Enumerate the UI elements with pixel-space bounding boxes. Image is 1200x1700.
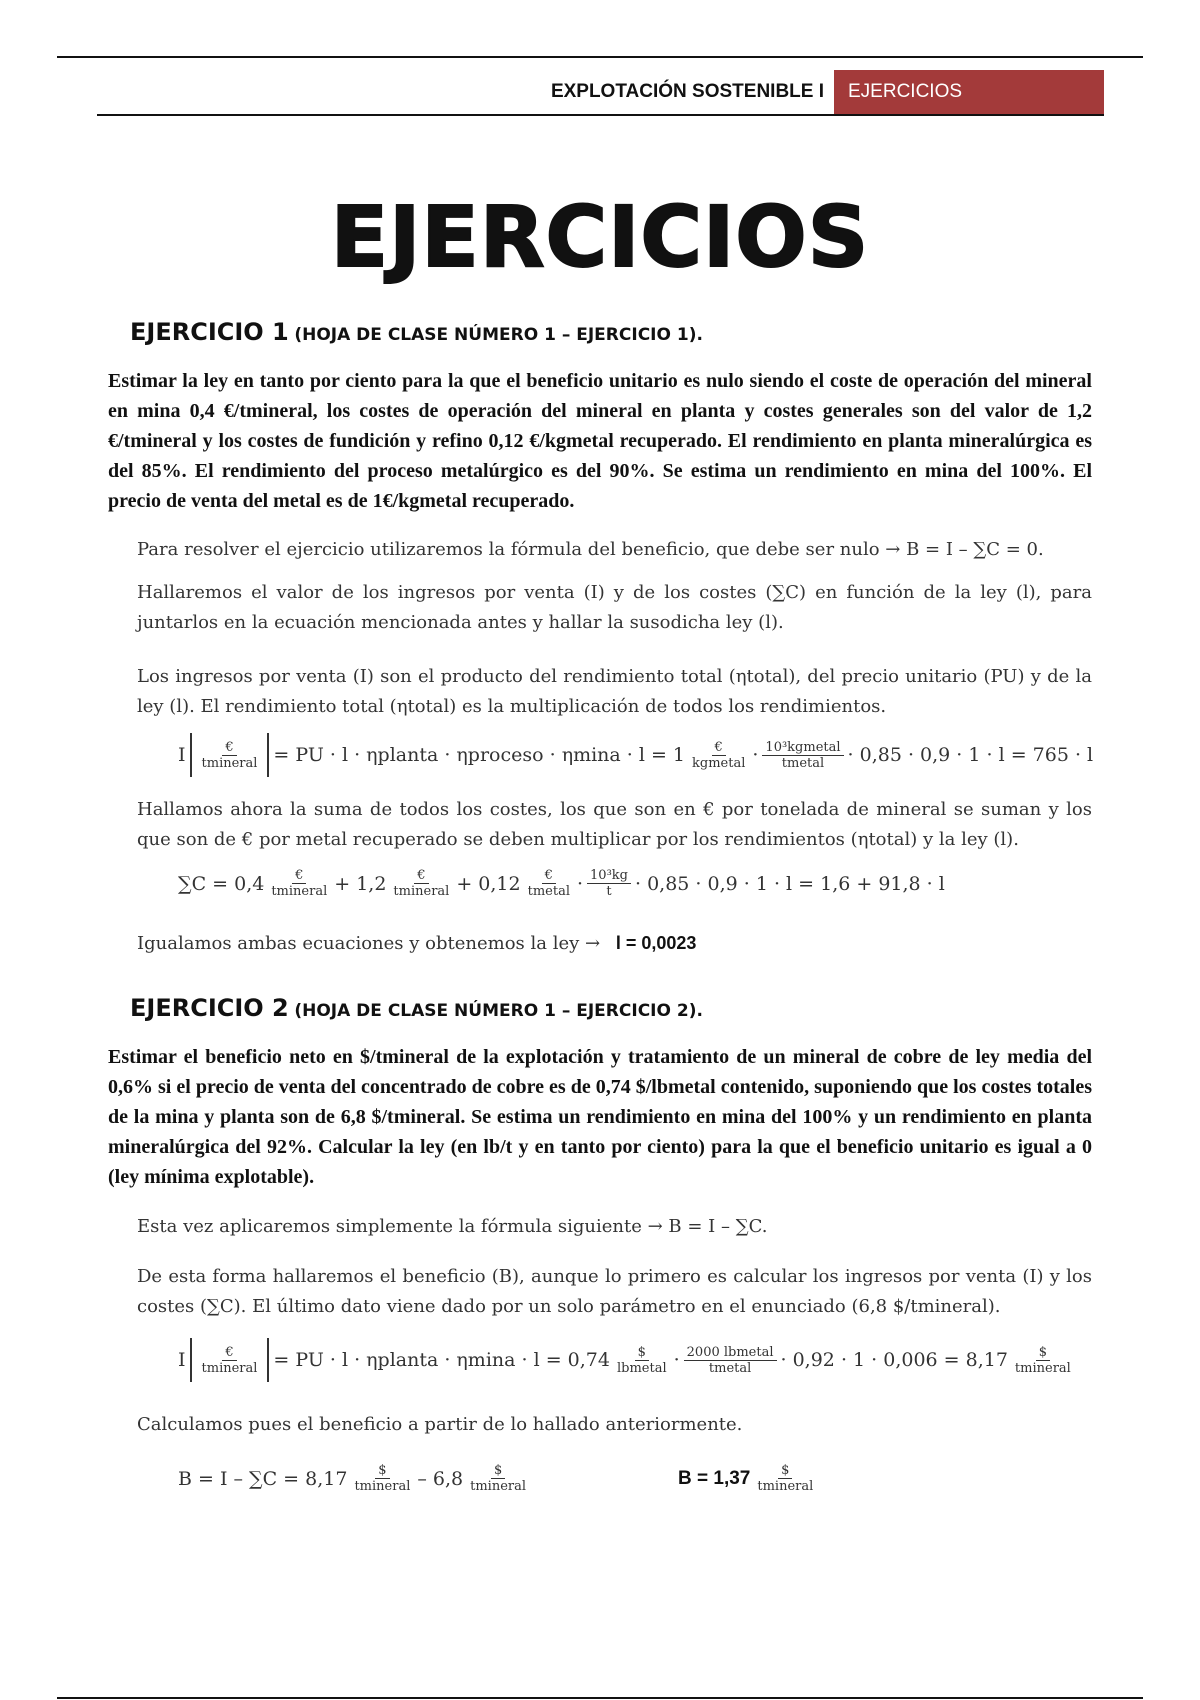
ex2-paragraph-2: De esta forma hallaremos el beneficio (B), aunque lo primero es calcular los ingresos por venta (I) y los costes (∑C). El último dato viene dado por un solo parámetro en el enunciado (6,8 $/tmineral). <box>137 1266 1092 1317</box>
ex1-paragraph-4: Hallamos ahora la suma de todos los costes, los que son en € por tonelada de mineral se suman y los que son de € por metal recuperado se deben multiplicar por los rendimientos (ηtotal) y la ley (l). <box>137 799 1092 850</box>
ex2-profit-equation: B = I – ∑C = 8,17 $\frac{\$}{\text{tmineral}}$ – 6,8 $\frac{\$}{\text{tmineral}}$ <box>178 1463 527 1494</box>
ex1-paragraph-2: Hallaremos el valor de los ingresos por venta (I) y de los costes (∑C) en función de la ley (l), para juntarlos en la ecuación mencionada antes y hallar la susodicha ley (l). <box>137 582 1092 633</box>
exercise-2-statement: Estimar el beneficio neto en $/tmineral de la explotación y tratamiento de un mineral de cobre de ley media del 0,6% si el precio de venta del concentrado de cobre es de 0,74 $/lbmetal contenido, suponiendo que los costes totales de la mina y planta son de 6,8 $/tmineral. Se estima un rendimiento en mina del 100% y un rendimiento en planta mineralúrgica del 92%. Calcular la ley (en lb/t y en tanto por ciento) para la que el beneficio unitario es igual a 0 (ley mínima explotable). <box>108 1046 1092 1188</box>
ex1-result: l = 0,0023 <box>615 933 697 953</box>
ex1-paragraph-5: Igualamos ambas ecuaciones y obtenemos la ley → l = 0,0023 <box>137 933 697 954</box>
page-header <box>551 70 1104 114</box>
section-tag: EJERCICIOS <box>834 70 1104 114</box>
exercise-1-heading: EJERCICIO 1 (HOJA DE CLASE NÚMERO 1 – EJERCICIO 1). <box>130 318 703 346</box>
ex2-income-equation: I $\frac{€}{\text{tmineral}}$ = PU · l · ηplanta · ηmina · l = 0,74 $\frac{\$}{\text{lbmetal}}$ · $\frac{\text{2000 lbmetal}}{\text{tmetal}}$ · 0,92 · 1 · 0,006 = 8,17 $\frac{\$}{\text{tmineral}}$ <box>178 1338 1078 1382</box>
course-name: EXPLOTACIÓN SOSTENIBLE I <box>550 81 824 102</box>
bottom-rule <box>57 1697 1143 1699</box>
header-rule <box>97 114 1104 116</box>
ex1-income-equation: I $\frac{€}{\text{tmineral}}$ = PU · l · ηplanta · ηproceso · ηmina · l = 1 $\frac{€}{\text{kgmetal}}$ · $\frac{\text{10³kgmetal}}{\text{tmetal}}$ · 0,85 · 0,9 · 1 · l = 765 · l <box>178 733 1093 777</box>
ex2-paragraph-1: Esta vez aplicaremos simplemente la fórmula siguiente → B = I – ∑C. <box>137 1216 768 1237</box>
ex1-paragraph-3: Los ingresos por venta (I) son el producto del rendimiento total (ηtotal), del precio unitario (PU) y de la ley (l). El rendimiento total (ηtotal) es la multiplicación de todos los rendimientos. <box>137 666 1092 717</box>
top-rule <box>57 56 1143 58</box>
ex1-paragraph-1: Para resolver el ejercicio utilizaremos la fórmula del beneficio, que debe ser nulo → B = I – ∑C = 0. <box>137 539 1044 560</box>
ex1-costs-equation: ∑C = 0,4 $\frac{€}{\text{tmineral}}$ + 1,2 $\frac{€}{\text{tmineral}}$ + 0,12 $\frac{€}{\text{tmetal}}$ · $\frac{\text{10³kg}}{t}$ · 0,85 · 0,9 · 1 · l = 1,6 + 91,8 · l <box>178 868 945 899</box>
ex2-paragraph-3: Calculamos pues el beneficio a partir de lo hallado anteriormente. <box>137 1414 743 1435</box>
ex2-result: B = 1,37 $\frac{\$}{\text{tmineral}}$ <box>678 1463 814 1494</box>
page-title: EJERCICIOS <box>330 188 870 286</box>
exercise-2-heading: EJERCICIO 2 (HOJA DE CLASE NÚMERO 1 – EJERCICIO 2). <box>130 994 703 1022</box>
exercise-1-statement: Estimar la ley en tanto por ciento para la que el beneficio unitario es nulo siendo el coste de operación del mineral en mina 0,4 €/tmineral, los costes de operación del mineral en planta y costes generales son del valor de 1,2 €/tmineral y los costes de fundición y refino 0,12 €/kgmetal recuperado. El rendimiento en planta mineralúrgica es del 85%. El rendimiento del proceso metalúrgico es del 90%. Se estima un rendimiento en mina del 100%. El precio de venta del metal es de 1€/kgmetal recuperado. <box>108 370 1092 512</box>
